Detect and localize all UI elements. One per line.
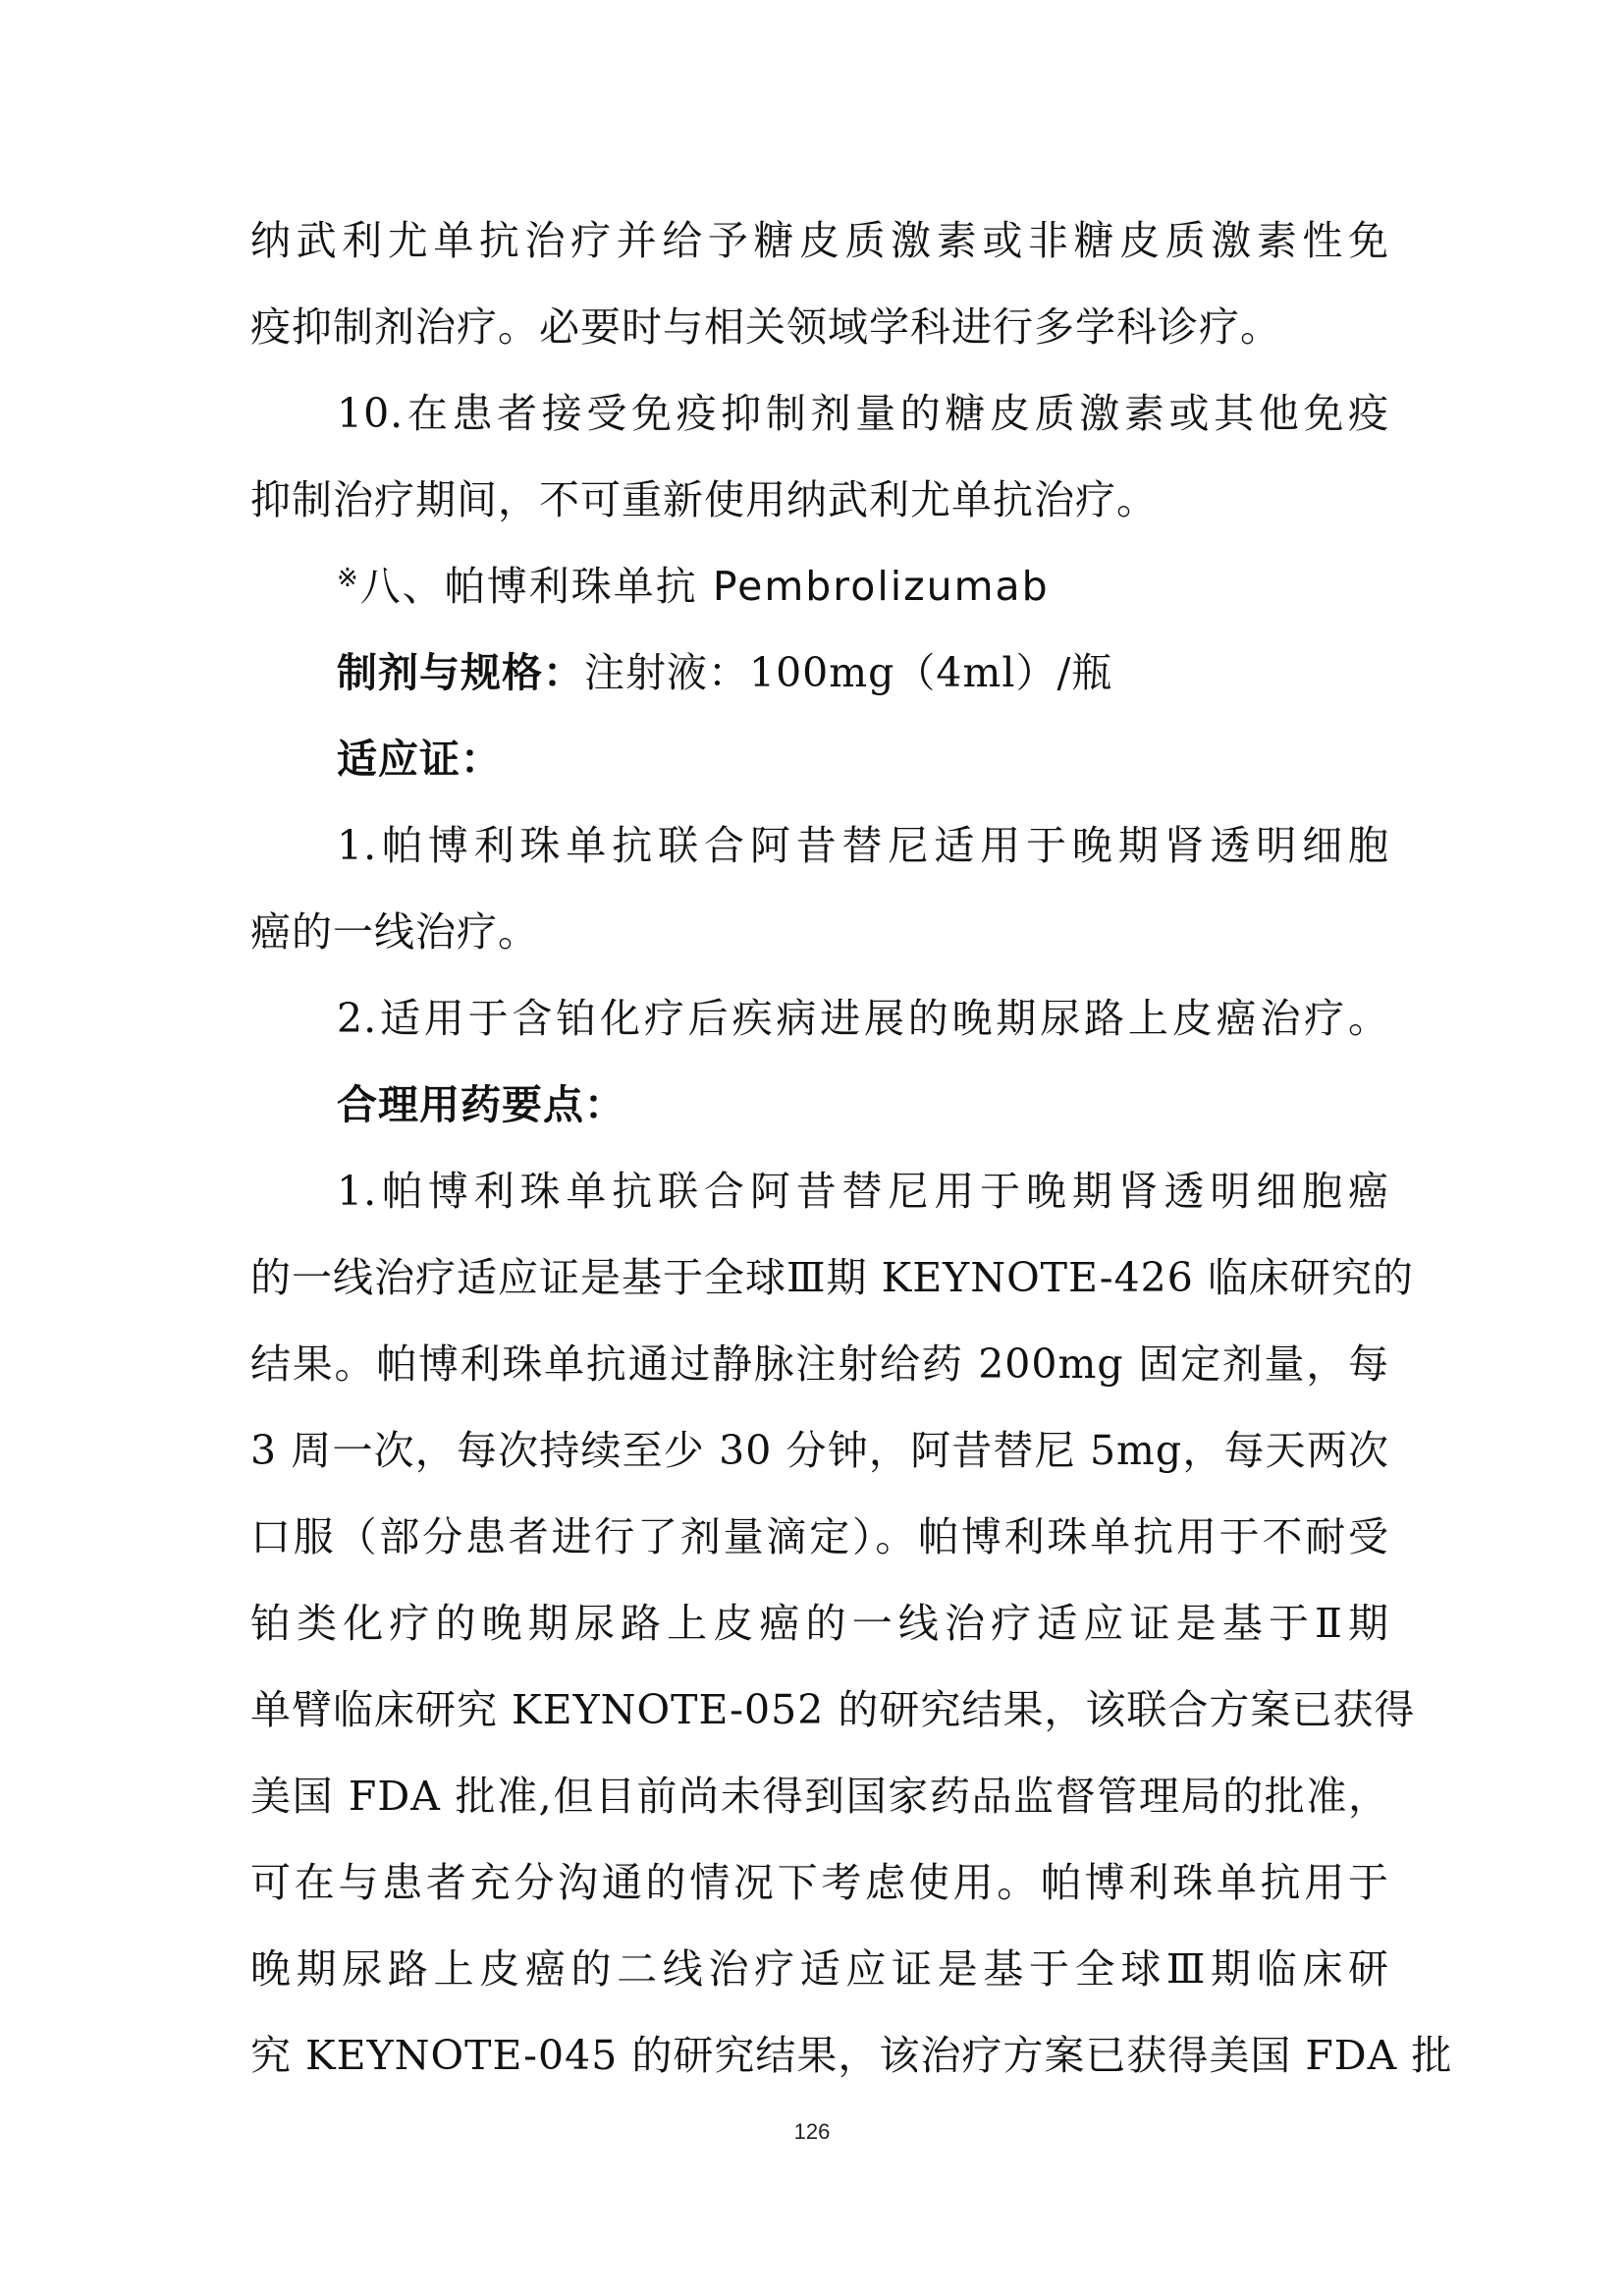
formulation-line	[337, 638, 1389, 707]
usage-line: 的一线治疗适应证是基于全球Ⅲ期 KEYNOTE-426 临床研究的	[250, 1254, 1414, 1301]
usage-line: 1.帕博利珠单抗联合阿昔替尼用于晚期肾透明细胞癌	[337, 1168, 1389, 1215]
formulation-label: 制剂与规格：	[337, 649, 584, 696]
usage-line: 美国 FDA 批准,但目前尚未得到国家药品监督管理局的批准，	[250, 1773, 1389, 1820]
indication-line: 1.帕博利珠单抗联合阿昔替尼适用于晚期肾透明细胞	[337, 822, 1389, 869]
body-line: 疫抑制剂治疗。必要时与相关领域学科进行多学科诊疗。	[250, 303, 1281, 351]
usage-line: 3 周一次，每次持续至少 30 分钟，阿昔替尼 5mg，每天两次	[250, 1427, 1389, 1474]
body-line: 抑制治疗期间，不可重新使用纳武利尤单抗治疗。	[250, 476, 1158, 523]
section-title: 八、帕博利珠单抗 Pembrolizumab	[359, 563, 1050, 610]
usage-line: 晚期尿路上皮癌的二线治疗适应证是基于全球Ⅲ期临床研	[250, 1945, 1389, 1993]
indications-heading: 适应证：	[337, 736, 502, 783]
body-line: 10.在患者接受免疫抑制剂量的糖皮质激素或其他免疫	[337, 390, 1389, 437]
usage-line: 铂类化疗的晚期尿路上皮癌的一线治疗适应证是基于Ⅱ期	[250, 1600, 1389, 1647]
body-line: 纳武利尤单抗治疗并给予糖皮质激素或非糖皮质激素性免	[250, 217, 1389, 264]
formulation-value: 注射液：100mg（4ml）/瓶	[584, 649, 1113, 696]
indication-line: 癌的一线治疗。	[250, 908, 539, 956]
usage-heading: 合理用药要点：	[337, 1081, 625, 1128]
usage-line: 单臂临床研究 KEYNOTE-052 的研究结果，该联合方案已获得	[250, 1686, 1416, 1733]
usage-line: 结果。帕博利珠单抗通过静脉注射给药 200mg 固定剂量，每	[250, 1340, 1389, 1388]
usage-line: 口服（部分患者进行了剂量滴定）。帕博利珠单抗用于不耐受	[250, 1513, 1389, 1560]
usage-line: 可在与患者充分沟通的情况下考虑使用。帕博利珠单抗用于	[250, 1859, 1389, 1906]
indication-line: 2.适用于含铂化疗后疾病进展的晚期尿路上皮癌治疗。	[337, 995, 1389, 1042]
usage-line: 究 KEYNOTE-045 的研究结果，该治疗方案已获得美国 FDA 批	[250, 2032, 1453, 2079]
reference-mark: ※	[337, 564, 360, 593]
section-heading	[337, 552, 1389, 621]
page-number: 126	[793, 2119, 831, 2144]
